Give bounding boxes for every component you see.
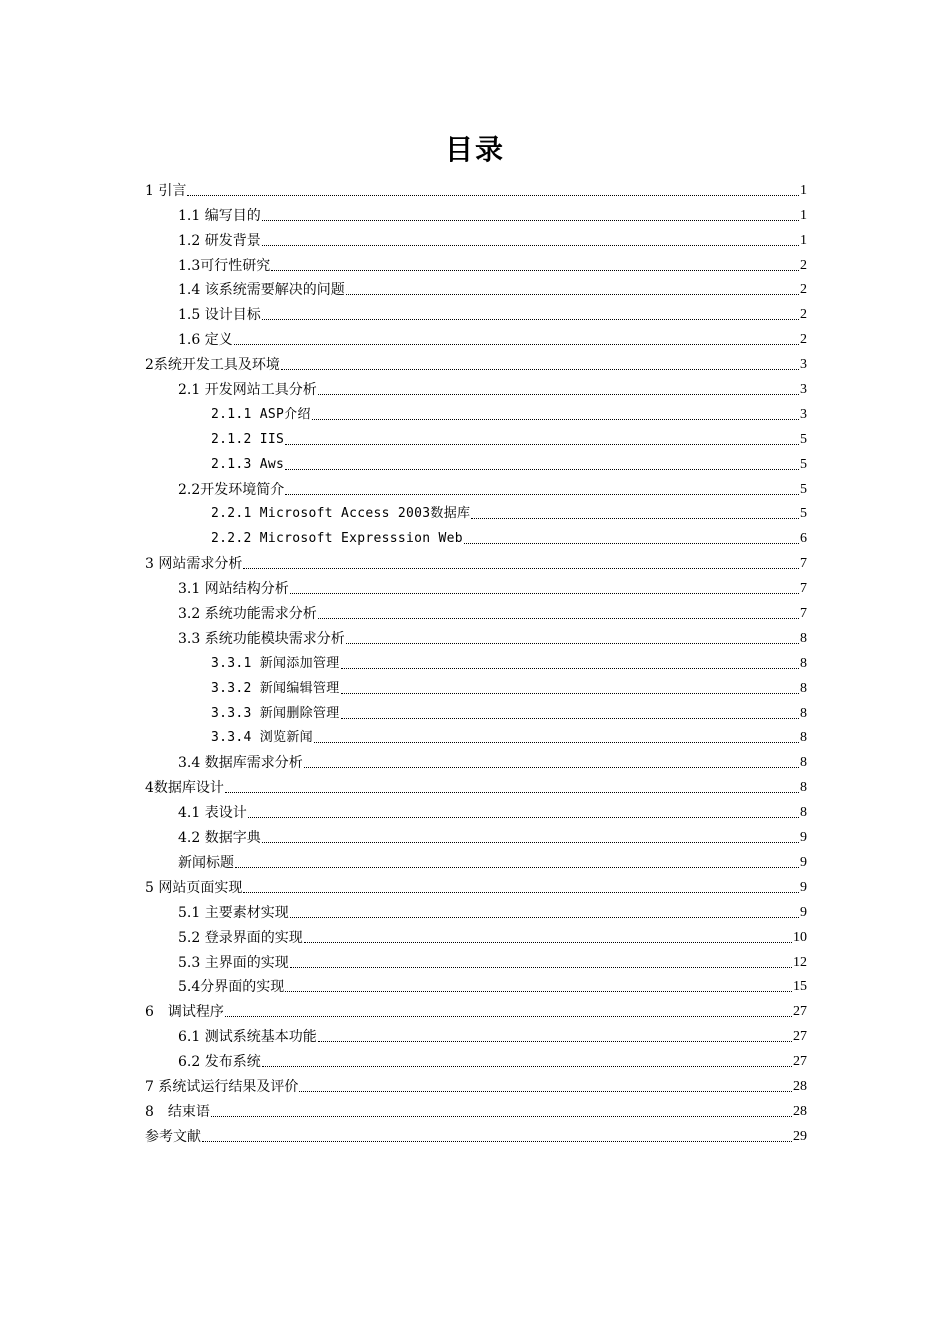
dot-leader	[235, 867, 799, 868]
toc-entry[interactable]	[145, 897, 807, 922]
toc-entry[interactable]	[145, 175, 807, 200]
dot-leader	[285, 494, 799, 495]
dot-leader	[346, 643, 799, 644]
toc-entry[interactable]	[145, 648, 807, 673]
dot-leader	[346, 294, 799, 295]
dot-leader	[248, 817, 799, 818]
toc-entry-page-number: 9	[800, 854, 807, 870]
toc-entry[interactable]	[145, 474, 807, 499]
toc-entry-label: 4.1 表设计	[178, 805, 247, 822]
toc-entry-page-number: 9	[800, 904, 807, 920]
toc-entry-page-number: 8	[800, 680, 807, 696]
dot-leader	[314, 742, 799, 743]
toc-entry[interactable]	[145, 947, 807, 972]
toc-entry-page-number: 27	[793, 1029, 807, 1045]
toc-entry-page-number: 7	[800, 556, 807, 572]
toc-entry-label: 8 结束语	[145, 1103, 210, 1120]
dot-leader	[187, 195, 799, 196]
toc-entry-label: 2.1.2 IIS	[211, 431, 285, 447]
toc-entry-label: 3.1 网站结构分析	[178, 581, 289, 598]
toc-entry-label: 1.6 定义	[178, 332, 233, 349]
toc-entry-page-number: 6	[800, 531, 807, 547]
toc-entry-page-number: 3	[800, 382, 807, 398]
dot-leader	[464, 543, 799, 544]
toc-entry[interactable]	[145, 424, 807, 449]
dot-leader	[262, 245, 799, 246]
toc-entry-page-number: 8	[800, 780, 807, 796]
toc-entry[interactable]	[145, 723, 807, 748]
toc-entry[interactable]	[145, 996, 807, 1021]
toc-entry[interactable]	[145, 1071, 807, 1096]
dot-leader	[211, 1116, 792, 1117]
dot-leader	[262, 842, 799, 843]
dot-leader	[312, 419, 799, 420]
toc-entry[interactable]	[145, 399, 807, 424]
dot-leader	[234, 344, 799, 345]
toc-entry-label: 6 调试程序	[145, 1004, 224, 1021]
toc-entry[interactable]	[145, 324, 807, 349]
toc-entry[interactable]	[145, 1021, 807, 1046]
toc-entry-label: 1.1 编写目的	[178, 207, 261, 224]
dot-leader	[271, 270, 799, 271]
toc-entry[interactable]	[145, 797, 807, 822]
toc-entry[interactable]	[145, 872, 807, 897]
toc-entry-page-number: 5	[800, 456, 807, 472]
dot-leader	[290, 917, 799, 918]
dot-leader	[318, 1041, 792, 1042]
toc-entry[interactable]	[145, 349, 807, 374]
toc-entry[interactable]	[145, 1046, 807, 1071]
toc-entry[interactable]	[145, 299, 807, 324]
toc-entry[interactable]	[145, 200, 807, 225]
toc-entry-label: 2.2.1 Microsoft Access 2003数据库	[211, 506, 471, 522]
toc-entry-page-number: 1	[800, 182, 807, 198]
toc-entry-label: 3 网站需求分析	[145, 556, 243, 573]
toc-entry-label: 参考文献	[145, 1128, 201, 1145]
dot-leader	[304, 767, 799, 768]
toc-entry-label: 5.1 主要素材实现	[178, 904, 289, 921]
toc-entry-label: 3.3.4 浏览新闻	[211, 730, 313, 746]
toc-entry[interactable]	[145, 598, 807, 623]
toc-entry[interactable]	[145, 449, 807, 474]
toc-entry[interactable]	[145, 548, 807, 573]
toc-entry-label: 2系统开发工具及环境	[145, 357, 280, 374]
toc-entry[interactable]	[145, 523, 807, 548]
toc-entry-label: 2.2开发环境简介	[178, 481, 285, 498]
toc-entry[interactable]	[145, 698, 807, 723]
toc-entry-label: 3.2 系统功能需求分析	[178, 606, 317, 623]
toc-entry-page-number: 9	[800, 879, 807, 895]
toc-entry-page-number: 27	[793, 1004, 807, 1020]
toc-entry-label: 2.1.3 Aws	[211, 456, 285, 472]
toc-entry-label: 4数据库设计	[145, 780, 224, 797]
toc-entry-page-number: 10	[793, 929, 807, 945]
toc-entry-label: 1.5 设计目标	[178, 307, 261, 324]
dot-leader	[225, 1016, 792, 1017]
toc-entry-label: 1 引言	[145, 182, 187, 199]
toc-entry[interactable]	[145, 847, 807, 872]
toc-entry[interactable]	[145, 673, 807, 698]
toc-entry-page-number: 27	[793, 1054, 807, 1070]
toc-entry-label: 3.4 数据库需求分析	[178, 755, 303, 772]
dot-leader	[299, 1091, 792, 1092]
toc-entry-label: 6.2 发布系统	[178, 1054, 261, 1071]
toc-entry-page-number: 8	[800, 730, 807, 746]
toc-entry-page-number: 9	[800, 830, 807, 846]
toc-entry-page-number: 5	[800, 506, 807, 522]
dot-leader	[341, 693, 799, 694]
toc-entry[interactable]	[145, 822, 807, 847]
toc-entry-page-number: 8	[800, 630, 807, 646]
dot-leader	[202, 1141, 792, 1142]
toc-entry-label: 5.3 主界面的实现	[178, 954, 289, 971]
dot-leader	[285, 444, 799, 445]
toc-entry-label: 新闻标题	[178, 854, 234, 871]
dot-leader	[318, 618, 799, 619]
toc-entry-label: 3.3.3 新闻删除管理	[211, 705, 340, 721]
toc-entry-page-number: 7	[800, 581, 807, 597]
toc-entry-page-number: 3	[800, 357, 807, 373]
toc-entry[interactable]	[145, 972, 807, 997]
toc-entry-page-number: 3	[800, 406, 807, 422]
toc-entry-page-number: 8	[800, 705, 807, 721]
dot-leader	[341, 668, 799, 669]
toc-entry-page-number: 12	[793, 954, 807, 970]
toc-entry[interactable]	[145, 573, 807, 598]
dot-leader	[290, 967, 792, 968]
toc-entry-page-number: 2	[800, 332, 807, 348]
dot-leader	[285, 991, 792, 992]
dot-leader	[285, 469, 799, 470]
toc-entry[interactable]	[145, 1096, 807, 1121]
toc-entry[interactable]	[145, 1121, 807, 1146]
toc-entry-page-number: 29	[793, 1128, 807, 1144]
toc-entry-page-number: 28	[793, 1103, 807, 1119]
table-of-contents	[145, 175, 807, 1146]
toc-entry-label: 2.1 开发网站工具分析	[178, 382, 317, 399]
toc-entry-label: 5.2 登录界面的实现	[178, 929, 303, 946]
toc-title: 目录	[444, 133, 505, 166]
toc-entry[interactable]	[145, 499, 807, 524]
toc-entry-page-number: 1	[800, 232, 807, 248]
toc-entry-label: 1.2 研发背景	[178, 232, 261, 249]
toc-entry-label: 2.2.2 Microsoft Expresssion Web	[211, 531, 463, 547]
toc-entry-page-number: 8	[800, 655, 807, 671]
toc-entry[interactable]	[145, 623, 807, 648]
toc-entry[interactable]	[145, 922, 807, 947]
toc-entry-page-number: 7	[800, 606, 807, 622]
toc-entry[interactable]	[145, 275, 807, 300]
dot-leader	[281, 369, 799, 370]
toc-entry[interactable]	[145, 374, 807, 399]
dot-leader	[262, 1066, 792, 1067]
dot-leader	[341, 718, 799, 719]
dot-leader	[304, 942, 792, 943]
toc-entry-page-number: 2	[800, 257, 807, 273]
dot-leader	[262, 319, 799, 320]
toc-entry-label: 5 网站页面实现	[145, 879, 243, 896]
toc-entry[interactable]	[145, 250, 807, 275]
dot-leader	[290, 593, 799, 594]
toc-entry-page-number: 15	[793, 979, 807, 995]
toc-entry-label: 1.3可行性研究	[178, 257, 271, 274]
toc-entry-page-number: 5	[800, 481, 807, 497]
toc-entry-page-number: 8	[800, 755, 807, 771]
toc-entry-label: 3.3.2 新闻编辑管理	[211, 680, 340, 696]
toc-entry-label: 4.2 数据字典	[178, 830, 261, 847]
toc-entry-label: 2.1.1 ASP介绍	[211, 406, 311, 422]
toc-entry-page-number: 2	[800, 307, 807, 323]
toc-entry-label: 5.4分界面的实现	[178, 979, 285, 996]
toc-entry-page-number: 1	[800, 207, 807, 223]
toc-entry[interactable]	[145, 747, 807, 772]
dot-leader	[262, 220, 799, 221]
toc-entry-page-number: 2	[800, 282, 807, 298]
dot-leader	[225, 792, 799, 793]
toc-entry[interactable]	[145, 225, 807, 250]
toc-entry-page-number: 5	[800, 431, 807, 447]
dot-leader	[243, 892, 799, 893]
toc-entry-page-number: 8	[800, 805, 807, 821]
dot-leader	[318, 394, 799, 395]
toc-entry-label: 1.4 该系统需要解决的问题	[178, 282, 345, 299]
toc-entry-label: 3.3 系统功能模块需求分析	[178, 630, 345, 647]
dot-leader	[471, 518, 799, 519]
toc-entry-page-number: 28	[793, 1078, 807, 1094]
toc-entry-label: 6.1 测试系统基本功能	[178, 1029, 317, 1046]
toc-entry[interactable]	[145, 772, 807, 797]
toc-entry-label: 7 系统试运行结果及评价	[145, 1078, 299, 1095]
dot-leader	[243, 568, 799, 569]
toc-entry-label: 3.3.1 新闻添加管理	[211, 655, 340, 671]
